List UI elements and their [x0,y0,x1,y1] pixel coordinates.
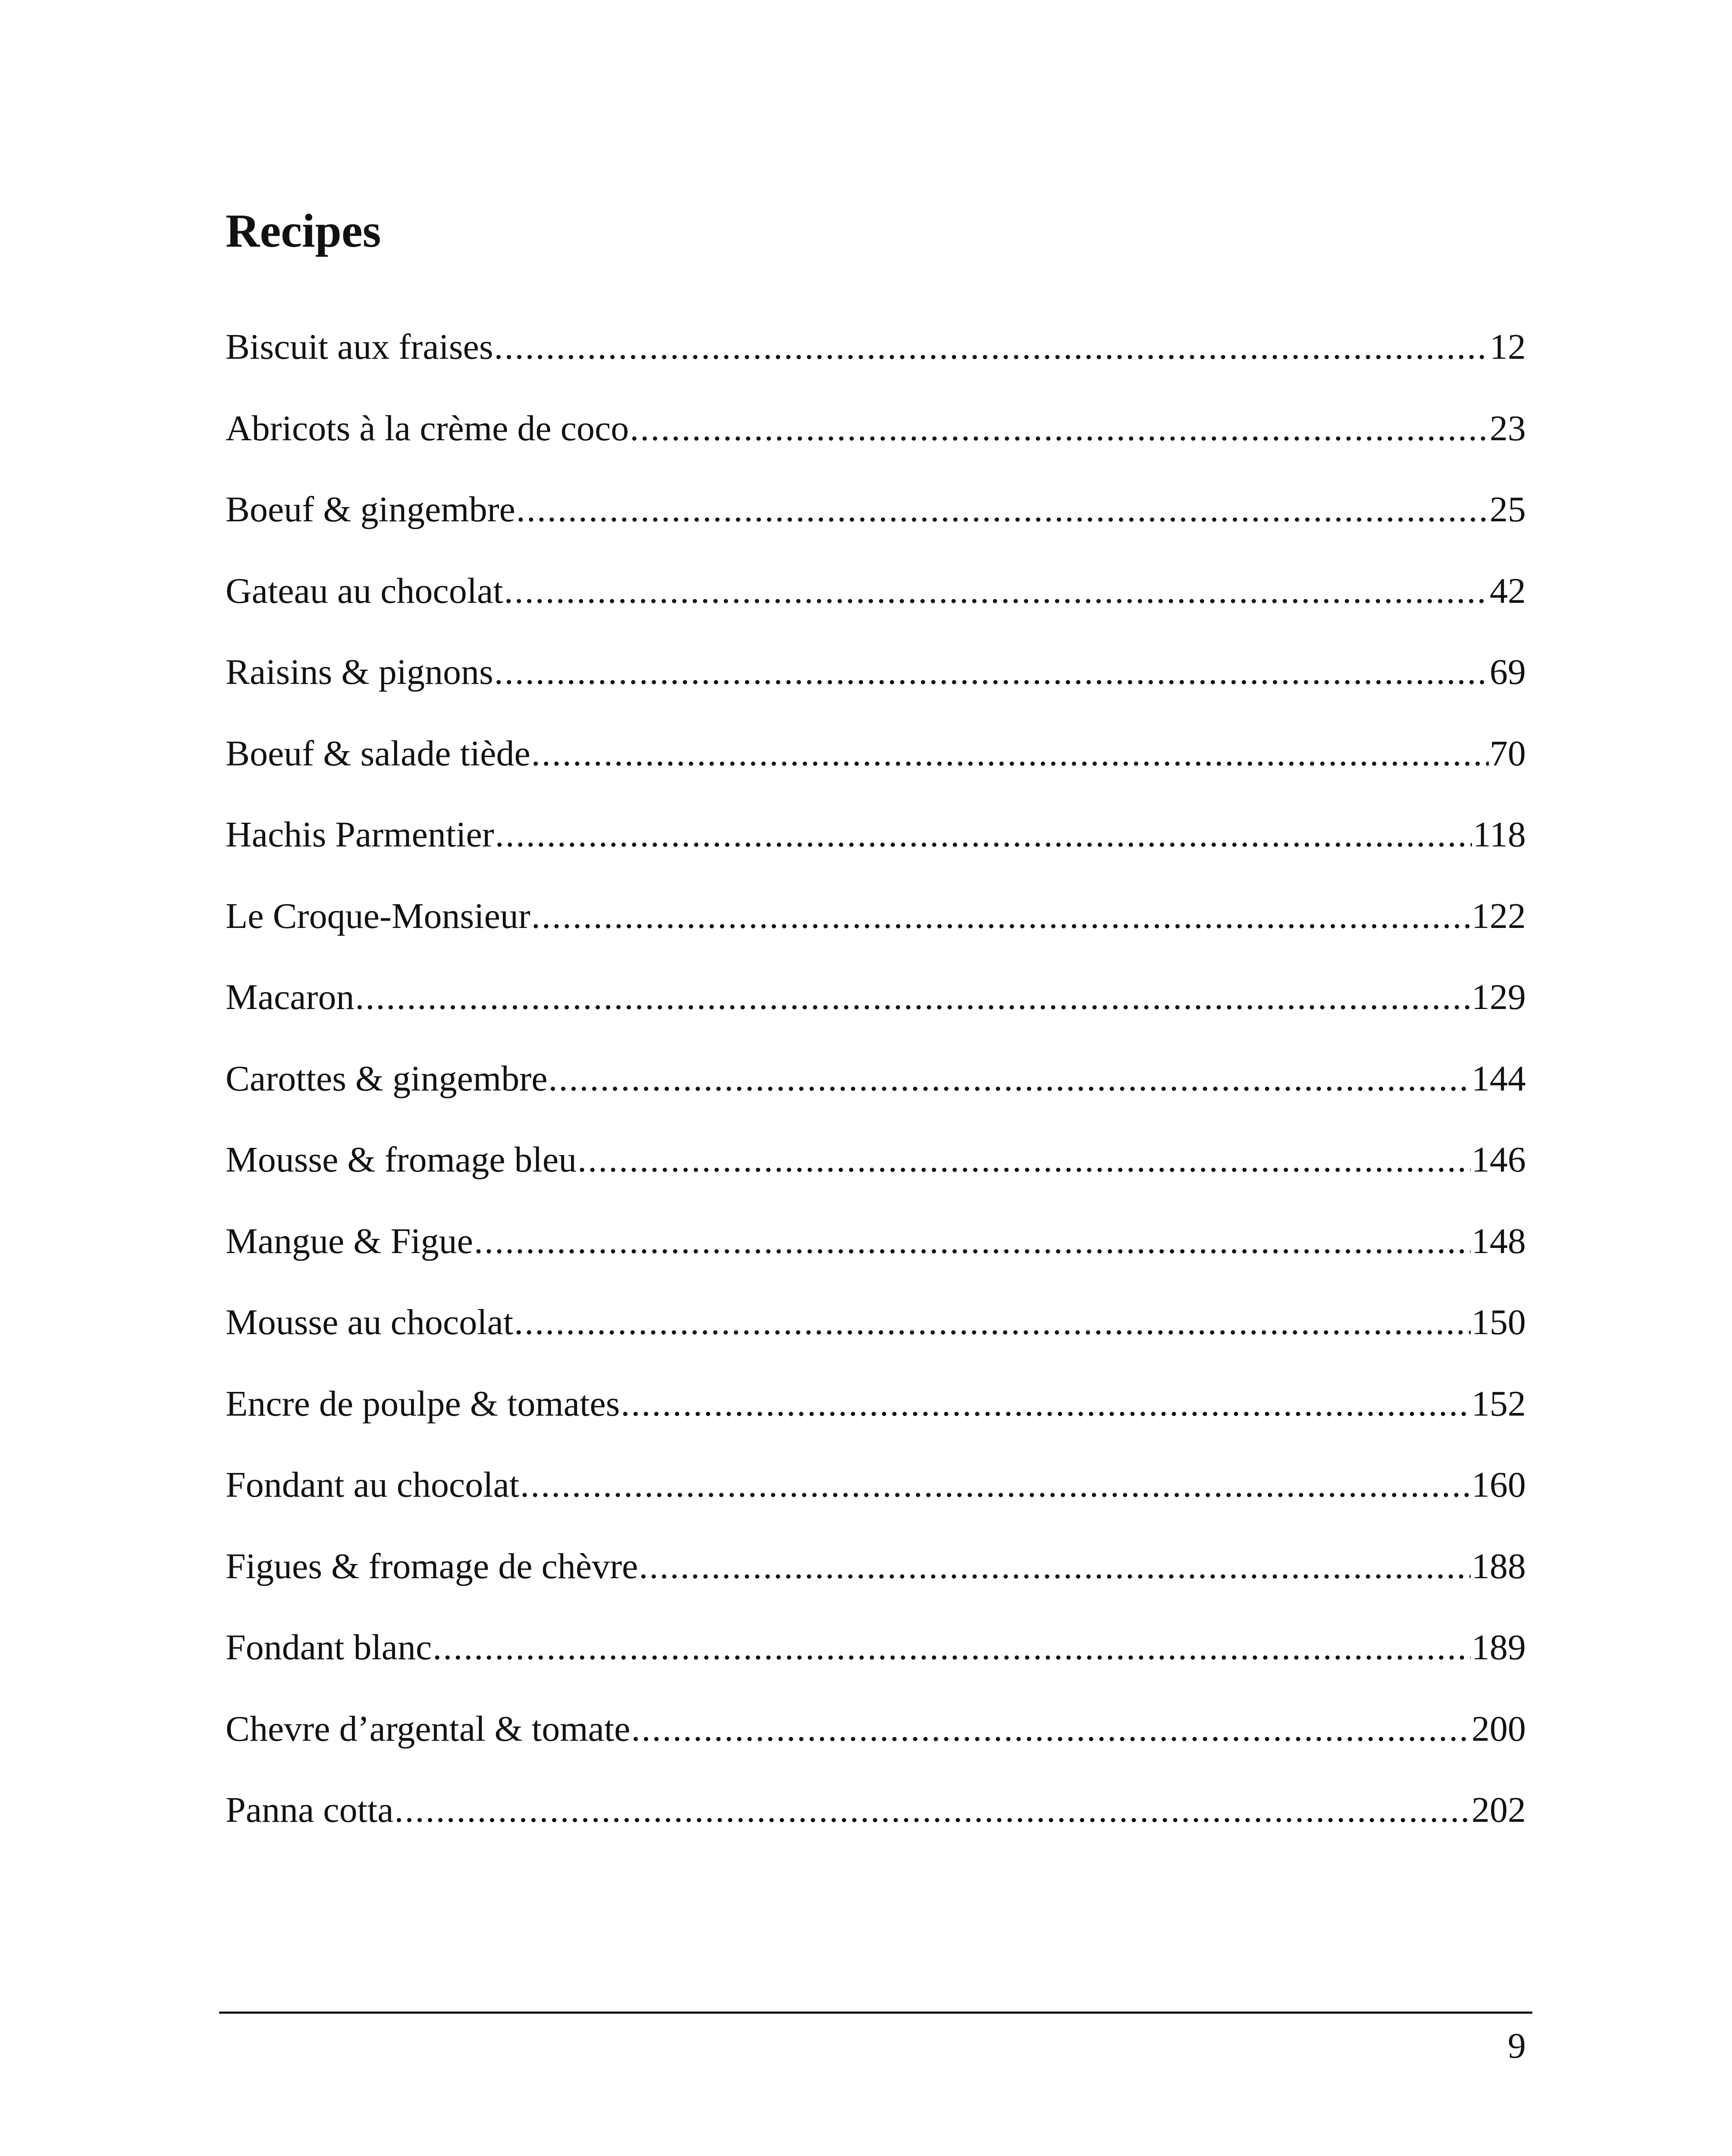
toc-entry-title: Biscuit aux fraises [226,327,493,367]
toc-entry-page: 42 [1490,570,1526,611]
toc-entry-page: 122 [1472,896,1526,936]
dot-leader [514,1299,1471,1346]
toc-entry [226,405,1526,486]
toc-entry-page: 148 [1472,1221,1526,1261]
toc-entry-page: 200 [1472,1708,1526,1749]
toc-entry-page: 69 [1490,652,1526,692]
toc-entry-title: Boeuf & gingembre [226,489,515,530]
toc-entry-page: 12 [1490,327,1526,367]
toc-entry-title: Le Croque-Monsieur [226,896,530,936]
dot-leader [639,1543,1471,1590]
toc-entry-title: Hachis Parmentier [226,815,494,855]
toc-entry-title: Mousse & fromage bleu [226,1140,577,1180]
toc-entry-title: Gateau au chocolat [226,570,503,611]
toc-entry-page: 150 [1472,1302,1526,1342]
dot-leader [433,1624,1471,1671]
toc-entry-title: Encre de poulpe & tomates [226,1383,620,1424]
toc-entry-title: Fondant au chocolat [226,1465,520,1505]
toc-entry-page: 146 [1472,1140,1526,1180]
toc-entry [226,1705,1526,1787]
toc-entry [226,730,1526,812]
toc-entry-page: 189 [1472,1627,1526,1667]
toc-entry-title: Mangue & Figue [226,1221,473,1261]
toc-entry [226,1786,1526,1868]
page-number: 9 [1508,2026,1526,2066]
dot-leader [495,811,1472,859]
toc-entry [226,323,1526,405]
toc-entry-title: Abricots à la crème de coco [226,408,629,448]
toc-entry [226,1461,1526,1543]
toc-entry-page: 23 [1490,408,1526,448]
toc-entry [226,1136,1526,1218]
dot-leader [504,567,1489,615]
toc-entry-title: Fondant blanc [226,1627,432,1667]
toc-entry-page: 144 [1472,1058,1526,1099]
toc-entry-page: 160 [1472,1465,1526,1505]
toc-entry [226,974,1526,1055]
toc-entry-page: 202 [1472,1790,1526,1830]
dot-leader [548,1055,1471,1103]
toc-entry-page: 118 [1473,815,1526,855]
toc-entry [226,649,1526,730]
dot-leader [630,405,1489,452]
toc-entry [226,1218,1526,1299]
toc-entry-title: Boeuf & salade tiède [226,733,530,774]
dot-leader [355,974,1471,1021]
toc-entry [226,567,1526,649]
dot-leader [516,486,1489,533]
toc-entry [226,893,1526,974]
page-title: Recipes [226,204,381,257]
toc-entry-page: 188 [1472,1546,1526,1586]
dot-leader [577,1136,1471,1184]
dot-leader [494,323,1489,371]
toc-entry-page: 152 [1472,1383,1526,1424]
toc-entry-title: Carottes & gingembre [226,1058,548,1099]
toc-entry-page: 70 [1490,733,1526,774]
toc-entry-title: Panna cotta [226,1790,394,1830]
toc-entry-page: 25 [1490,489,1526,530]
dot-leader [531,893,1471,940]
dot-leader [621,1380,1471,1428]
dot-leader [631,1705,1471,1753]
toc-entry-title: Figues & fromage de chèvre [226,1546,638,1586]
dot-leader [531,730,1489,777]
toc-entry [226,1624,1526,1705]
toc-entry [226,811,1526,893]
toc-entry [226,486,1526,567]
toc-entry [226,1380,1526,1462]
toc-entry-title: Mousse au chocolat [226,1302,514,1342]
dot-leader [395,1786,1471,1834]
dot-leader [474,1218,1471,1265]
dot-leader [494,649,1489,696]
dot-leader [520,1461,1471,1509]
toc-entry-title: Chevre d’argental & tomate [226,1708,631,1749]
toc-entry-page: 129 [1472,977,1526,1017]
toc-entry [226,1299,1526,1380]
toc-entry [226,1055,1526,1137]
toc-entry-title: Macaron [226,977,355,1017]
footer-divider [219,2012,1532,2014]
toc-entry [226,1543,1526,1624]
recipe-index-list [226,323,1526,1868]
toc-entry-title: Raisins & pignons [226,652,493,692]
